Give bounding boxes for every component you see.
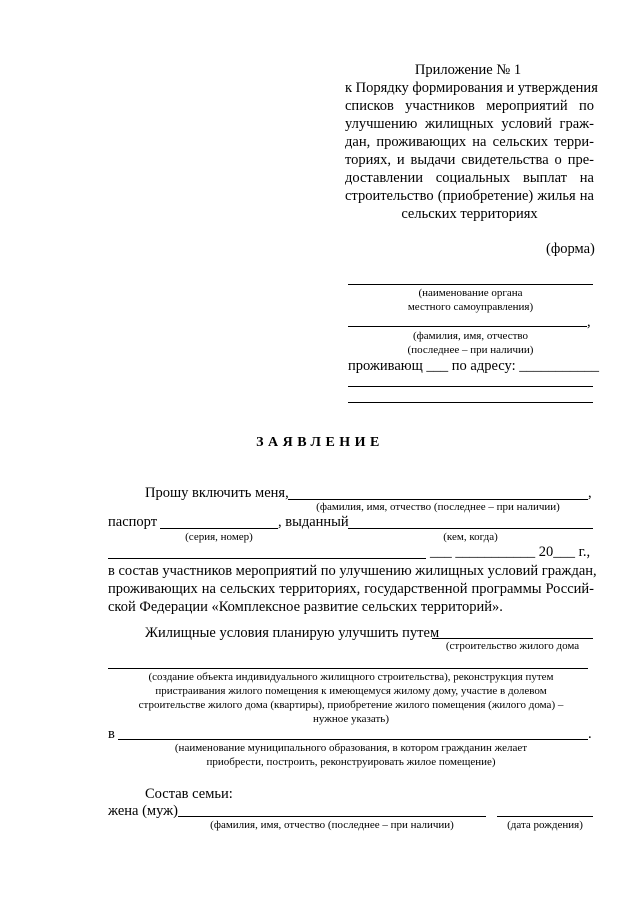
housing-caption: строительстве жилого дома (квартиры), приобретение жилого помещения (жилого дома) –: [138, 699, 564, 711]
issued-by-line[interactable]: [348, 528, 593, 529]
annex-line: списков участников мероприятий по: [345, 98, 594, 114]
document-title: ЗАЯВЛЕНИЕ: [256, 435, 384, 450]
address-label: проживающ ___ по адресу: ___________: [348, 358, 599, 374]
spouse-fio-caption: (фамилия, имя, отчество (последнее – при наличии): [210, 819, 454, 831]
annex-line: доставлении социальных выплат на: [345, 170, 594, 186]
comma: ,: [588, 485, 592, 501]
request-body-line: ской Федерации «Комплексное развитие сельских территорий».: [108, 599, 503, 615]
annex-title: Приложение № 1: [414, 62, 522, 78]
fio-line[interactable]: [348, 326, 587, 327]
annex-line-last: сельских территориях: [401, 206, 538, 222]
municipality-caption: приобрести, построить, реконструировать жилое помещение): [206, 756, 496, 768]
issued-label: , выданный: [278, 514, 349, 530]
request-body-line: проживающих на сельских территориях, государственной программы Россий-: [108, 581, 594, 597]
housing-intro: Жилищные условия планирую улучшить путем: [145, 625, 440, 641]
address-line[interactable]: [348, 386, 593, 387]
period: .: [588, 726, 592, 742]
form-label: (форма): [546, 241, 595, 257]
housing-caption: (строительство жилого дома: [445, 640, 580, 652]
housing-method-line-2[interactable]: [108, 668, 588, 669]
birth-caption: (дата рождения): [507, 819, 583, 831]
request-body-line: в состав участников мероприятий по улучшению жилищных условий граждан,: [108, 563, 597, 579]
issue-date: ___ ___________ 20___ г.,: [430, 544, 591, 560]
fio-caption: (последнее – при наличии): [407, 344, 534, 356]
family-heading: Состав семьи:: [145, 786, 233, 802]
municipality-caption: (наименование муниципального образования, в котором гражданин желает: [174, 742, 528, 754]
spouse-birth-line[interactable]: [497, 816, 593, 817]
spouse-label: жена (муж): [108, 803, 178, 819]
passport-label: паспорт: [108, 514, 158, 530]
annex-line: строительство (приобретение) жилья на: [345, 188, 594, 204]
housing-caption: нужное указать): [313, 713, 389, 725]
annex-line: ториях, и выдачи свидетельства о пре-: [345, 152, 594, 168]
annex-line: дан, проживающих на сельских терри-: [345, 134, 594, 150]
passport-number-line[interactable]: [160, 528, 278, 529]
comma: ,: [587, 314, 591, 330]
series-caption: (серия, номер): [185, 531, 253, 543]
applicant-fio-caption: (фамилия, имя, отчество (последнее – при наличии): [316, 501, 560, 513]
issued-continuation-line[interactable]: [108, 558, 426, 559]
organ-caption: (наименование органа: [418, 287, 523, 299]
issued-caption: (кем, когда): [443, 531, 498, 543]
request-intro: Прошу включить меня,: [145, 485, 289, 501]
in-label: в: [108, 726, 115, 742]
spouse-fio-line[interactable]: [178, 816, 486, 817]
organ-line[interactable]: [348, 284, 593, 285]
housing-caption: (создание объекта индивидуального жилищного строительства), реконструкция путем: [148, 671, 554, 683]
organ-caption: местного самоуправления): [407, 301, 534, 313]
housing-caption: пристраивания жилого помещения к имеющемуся жилому дому, участие в долевом: [155, 685, 547, 697]
municipality-line[interactable]: [118, 739, 588, 740]
annex-line: к Порядку формирования и утверждения: [345, 80, 598, 96]
annex-line: улучшению жилищных условий граж-: [345, 116, 594, 132]
address-line[interactable]: [348, 402, 593, 403]
fio-caption: (фамилия, имя, отчество: [412, 330, 529, 342]
